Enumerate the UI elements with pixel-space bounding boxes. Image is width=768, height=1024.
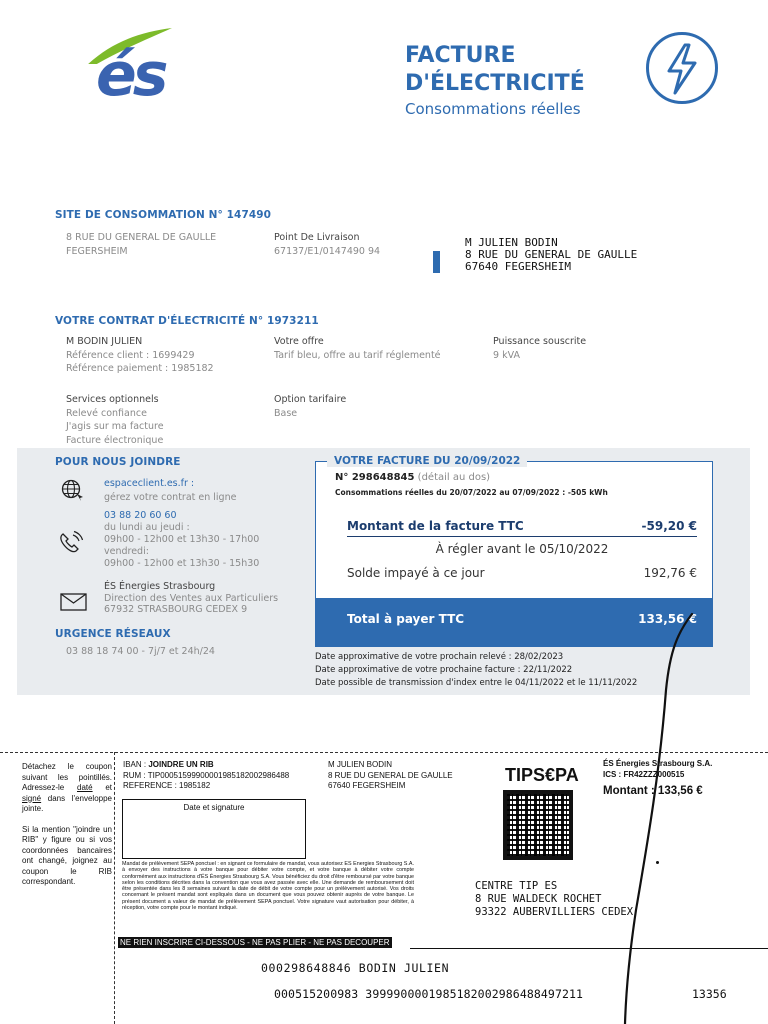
offer-value: Tarif bleu, offre au tarif réglementé bbox=[274, 349, 441, 361]
web-contact bbox=[104, 477, 236, 504]
pen-annotation-line bbox=[600, 610, 713, 1024]
total-label: Total à payer TTC bbox=[347, 611, 465, 626]
recipient-line2: 8 RUE DU GENERAL DE GAULLE bbox=[465, 248, 638, 261]
logo-text: és bbox=[96, 40, 165, 110]
tipsepa-logo: TIPS€PA bbox=[505, 765, 579, 785]
delivery-value: 67137/E1/0147490 94 bbox=[274, 246, 381, 257]
instructions-date: daté bbox=[77, 783, 93, 792]
recipient-address bbox=[465, 237, 637, 273]
phone-contact bbox=[104, 510, 259, 570]
header-subtitle: Consommations réelles bbox=[405, 100, 581, 118]
ocr-separator bbox=[410, 948, 768, 949]
payment-reference: Référence paiement : 1985182 bbox=[66, 363, 214, 374]
ocr-line1: 000298648846 BODIN JULIEN bbox=[261, 961, 450, 975]
no-write-notice: NE RIEN INSCRIRE CI-DESSOUS - NE PAS PLIER - NE PAS DECOUPER bbox=[120, 938, 390, 947]
offer-block bbox=[274, 335, 441, 362]
recipient-line1: M JULIEN BODIN bbox=[465, 236, 558, 249]
coupon-reference: REFERENCE : 1985182 bbox=[123, 781, 211, 790]
ocr-line2: 000515200983 3999900001985182002986488497211 bbox=[274, 987, 584, 1001]
coupon-vertical-cut bbox=[114, 752, 115, 1024]
bill-due-date: À régler avant le 05/10/2022 bbox=[435, 542, 609, 556]
power-value: 9 kVA bbox=[493, 349, 520, 361]
unpaid-value: 192,76 € bbox=[643, 566, 697, 580]
bank-details bbox=[123, 760, 289, 792]
urgency-phone: 03 88 18 74 00 - 7j/7 et 24h/24 bbox=[66, 646, 215, 657]
header-title-line1: FACTURE bbox=[405, 43, 516, 68]
mail-line2: 67932 STRASBOURG CEDEX 9 bbox=[104, 604, 248, 615]
power-block bbox=[493, 335, 586, 362]
payer-line1: M JULIEN BODIN bbox=[328, 760, 393, 769]
bill-number-note: (détail au dos) bbox=[417, 472, 491, 483]
mail-line1: Direction des Ventes aux Particuliers bbox=[104, 592, 279, 604]
bill-period: Consommations réelles du 20/07/2022 au 07/09/2022 : -505 kWh bbox=[335, 488, 608, 497]
qr-code bbox=[503, 790, 573, 860]
power-label: Puissance souscrite bbox=[493, 336, 587, 347]
instructions-text: Détachez le coupon suivant les pointillés. Adressez-le bbox=[22, 762, 112, 792]
hours-line: 09h00 - 12h00 et 13h30 - 17h00 bbox=[104, 534, 260, 545]
bill-amount-label: Montant de la facture TTC bbox=[347, 518, 524, 533]
ocr-code: 13356 bbox=[692, 987, 727, 1001]
client-reference: Référence client : 1699429 bbox=[66, 349, 195, 361]
service-item: Relevé confiance bbox=[66, 407, 147, 419]
web-desc: gérez votre contrat en ligne bbox=[104, 491, 237, 503]
recipient-line3: 67640 FEGERSHEIM bbox=[465, 260, 571, 273]
mail-icon bbox=[60, 592, 88, 612]
contact-title: POUR NOUS JOINDRE bbox=[55, 456, 181, 468]
phone-number[interactable]: 03 88 20 60 60 bbox=[104, 510, 177, 521]
bill-number: N° 298648845 bbox=[335, 472, 415, 483]
creditor-ics: ICS : FR42ZZZ000515 bbox=[603, 769, 685, 779]
invoice-header bbox=[405, 42, 585, 118]
iban-label: IBAN : bbox=[123, 760, 147, 769]
header-title-line2: D'ÉLECTRICITÉ bbox=[405, 71, 585, 96]
center-line3: 93322 AUBERVILLIERS CEDEX bbox=[475, 906, 634, 918]
web-link[interactable]: espaceclient.es.fr : bbox=[104, 478, 195, 489]
globe-icon bbox=[60, 479, 86, 501]
delivery-label: Point De Livraison bbox=[274, 232, 360, 243]
hours-line: 09h00 - 12h00 et 13h30 - 15h30 bbox=[104, 558, 260, 569]
tariff-option-value: Base bbox=[274, 407, 298, 419]
instructions-signed: signé bbox=[22, 793, 42, 803]
instructions-and: et bbox=[105, 783, 112, 792]
unpaid-label: Solde impayé à ce jour bbox=[347, 566, 485, 580]
hours-line: du lundi au jeudi : bbox=[104, 522, 190, 533]
upcoming-dates bbox=[315, 651, 637, 690]
next-invoice-date: Date approximative de votre prochaine facture : 22/11/2022 bbox=[315, 665, 573, 675]
service-item: Facture électronique bbox=[66, 434, 164, 446]
delivery-point bbox=[274, 231, 380, 259]
services-label: Services optionnels bbox=[66, 394, 159, 405]
mail-name: ÉS Énergies Strasbourg bbox=[104, 581, 216, 592]
service-item: J'agis sur ma facture bbox=[66, 421, 164, 432]
signature-label: Date et signature bbox=[183, 803, 245, 812]
offer-label: Votre offre bbox=[274, 336, 324, 347]
signature-box[interactable] bbox=[122, 799, 306, 859]
contract-holder-block bbox=[66, 335, 214, 376]
instructions-rib: Si la mention "joindre un RIB" y figure ou si vos coordonnées bancaires ont changé, joignez au coupon le RIB correspondant. bbox=[22, 824, 112, 886]
address-marker bbox=[433, 251, 440, 273]
next-reading-date: Date approximative de votre prochain relevé : 28/02/2023 bbox=[315, 652, 564, 662]
rum-value: RUM : TIP00051599900001985182002986488 bbox=[123, 770, 290, 780]
sepa-mandate-text: Mandat de prélèvement SEPA ponctuel : en signant ce formulaire de mandat, vous autorisez ÉS Énergies Strasbourg S.A. à envoyer des instructions à votre banque pour débiter votre compte, et votre banque à débiter votre compte conformément aux instructions d'ÉS Énergies Strasbourg S.A. Vous bénéficiez du droit d'être remboursé par votre banque selon les conditions décrites dans la convention que vous avez passée avec elle. Une demande de remboursement doit être présentée dans les 8 semaines suivant la date de débit de votre compte pour un prélèvement autorisé. Vos droits concernant le présent mandat sont expliqués dans un document que vous pouvez obtenir auprès de votre banque. Le présent document a valeur de mandat de prélèvement SEPA ponctuel. Votre signature vaut autorisation pour débiter, à réception, votre compte pour le montant indiqué. bbox=[122, 861, 414, 912]
index-window: Date possible de transmission d'index entre le 04/11/2022 et le 11/11/2022 bbox=[315, 678, 638, 688]
site-address-line2: FEGERSHEIM bbox=[66, 246, 128, 257]
contract-holder: M BODIN JULIEN bbox=[66, 336, 143, 347]
unpaid-balance-row bbox=[347, 566, 697, 580]
payer-line3: 67640 FEGERSHEIM bbox=[328, 781, 406, 790]
center-line1: CENTRE TIP ES bbox=[475, 880, 558, 892]
tariff-option-label: Option tarifaire bbox=[274, 394, 347, 405]
coupon-instructions bbox=[22, 762, 112, 888]
lightning-bolt-icon bbox=[646, 32, 718, 104]
tariff-option-block bbox=[274, 393, 346, 420]
services-block bbox=[66, 393, 164, 447]
mail-contact bbox=[104, 581, 278, 616]
bill-title: VOTRE FACTURE DU 20/09/2022 bbox=[327, 455, 527, 467]
payer-address bbox=[328, 760, 453, 792]
site-title: SITE DE CONSOMMATION N° 147490 bbox=[55, 209, 272, 221]
bill-amount-value: -59,20 € bbox=[641, 518, 697, 533]
hours-line: vendredi: bbox=[104, 546, 149, 557]
bill-number-line bbox=[335, 472, 490, 483]
instructions-rest: dans l'enveloppe jointe. bbox=[22, 793, 112, 813]
es-logo bbox=[80, 24, 180, 114]
bill-amount-row bbox=[347, 515, 697, 537]
center-line2: 8 RUE WALDECK ROCHET bbox=[475, 893, 602, 905]
creditor-name: ÉS Énergies Strasbourg S.A. bbox=[603, 759, 713, 768]
phone-icon bbox=[57, 530, 85, 556]
site-address bbox=[66, 231, 216, 259]
iban-value: JOINDRE UN RIB bbox=[148, 760, 214, 769]
site-address-line1: 8 RUE DU GENERAL DE GAULLE bbox=[66, 232, 217, 243]
payer-line2: 8 RUE DU GENERAL DE GAULLE bbox=[328, 770, 453, 780]
total-value: 133,56 € bbox=[638, 611, 697, 626]
urgency-title: URGENCE RÉSEAUX bbox=[55, 628, 171, 640]
coupon-amount: Montant : 133,56 € bbox=[603, 785, 703, 797]
contract-title: VOTRE CONTRAT D'ÉLECTRICITÉ N° 1973211 bbox=[55, 315, 319, 327]
